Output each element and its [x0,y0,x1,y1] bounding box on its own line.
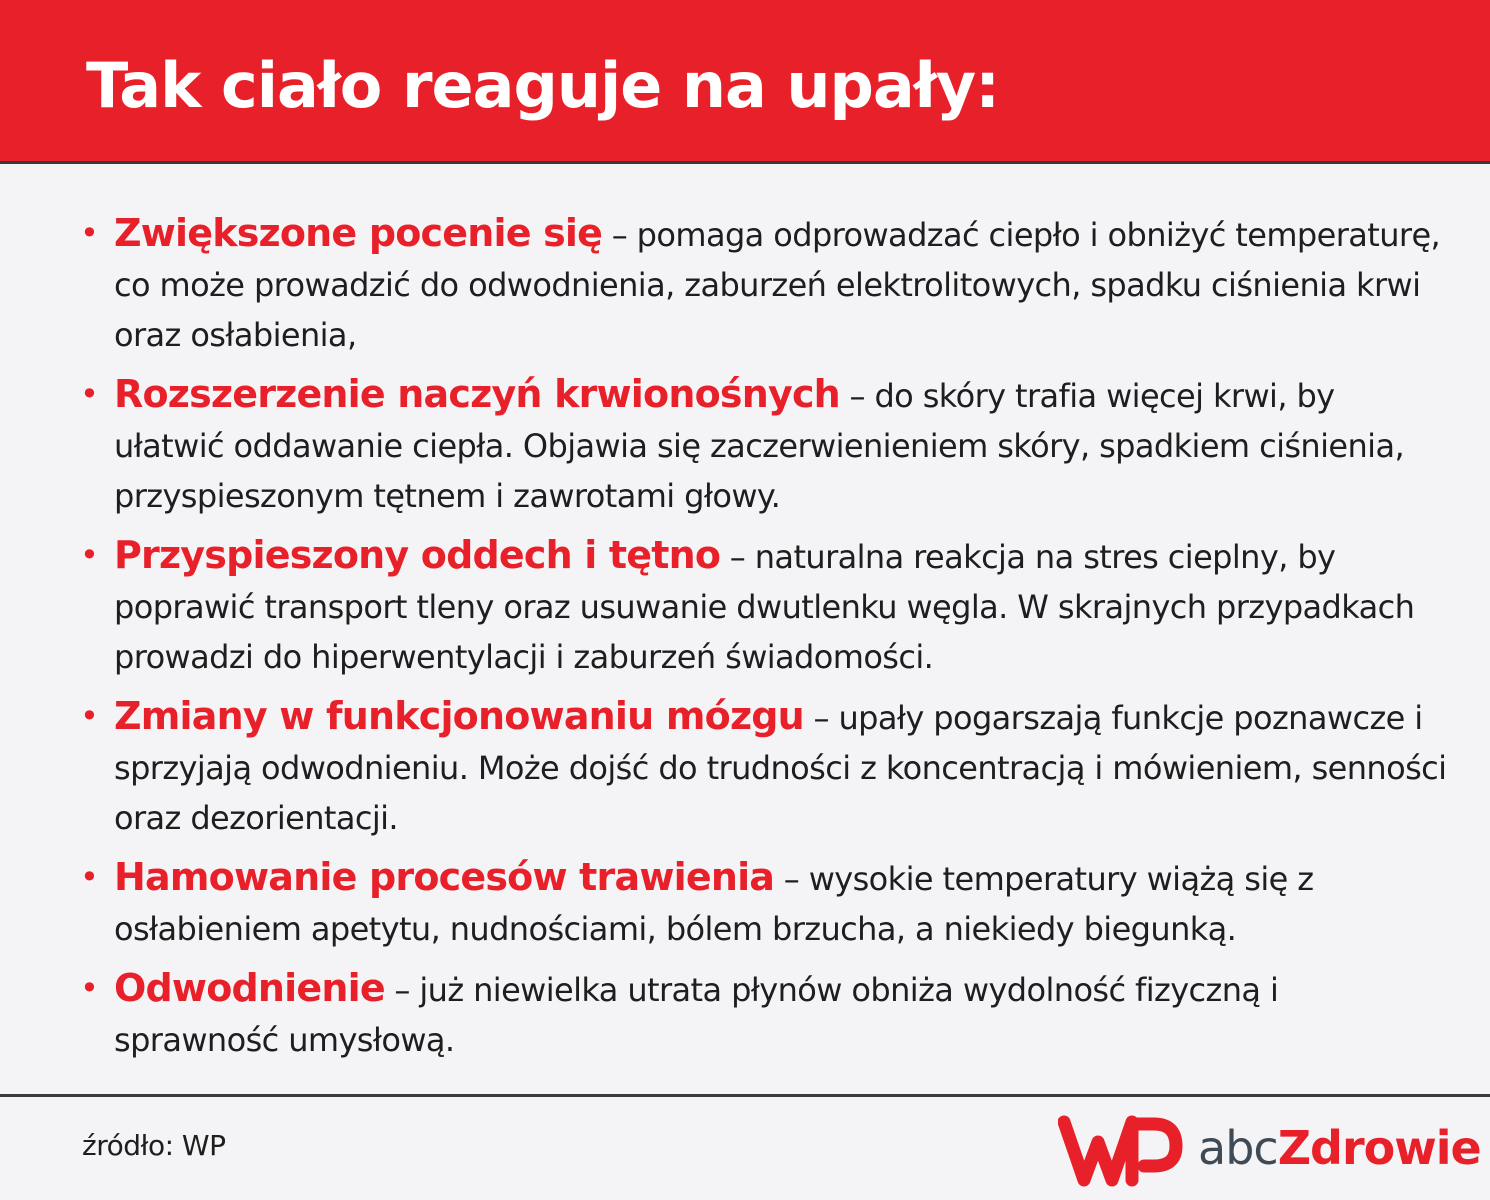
bullet-icon: • [80,375,99,413]
page-title: Tak ciało reaguje na upały: [86,49,999,122]
logo-wordmark [1198,1118,1481,1178]
header-banner [0,0,1490,164]
bullet-icon: • [80,697,99,735]
abczdrowie-logo [1058,1110,1481,1190]
item-heading: Przyspieszony oddech i tętno [114,533,721,577]
item-heading: Hamowanie procesów trawienia [114,855,775,899]
item-text: – upały pogarszają funkcje poznawcze i sprzyjają odwodnieniu. Może dojść do trudności z koncentracją i mówieniem, senności oraz dezorientacji. [114,699,1447,837]
list-item [80,691,1450,843]
item-text: – wysokie temperatury wiążą się z osłabieniem apetytu, nudnościami, bólem brzucha, a niekiedy biegunką. [114,860,1314,948]
item-heading: Zwiększone pocenie się [114,211,603,255]
item-text: – pomaga odprowadzać ciepło i obniżyć temperaturę, co może prowadzić do odwodnienia, zaburzeń elektrolitowych, spadku ciśnienia krwi oraz osłabienia, [114,216,1441,354]
bullet-icon: • [80,536,99,574]
list-item [80,852,1450,954]
logo-zdrowie-text: Zdrowie [1277,1121,1481,1175]
item-heading: Odwodnienie [114,966,385,1010]
bullet-icon: • [80,858,99,896]
bullet-icon: • [80,214,99,252]
footer-divider [0,1094,1490,1097]
bullet-icon: • [80,969,99,1007]
item-heading: Rozszerzenie naczyń krwionośnych [114,372,840,416]
list-item [80,530,1450,682]
item-heading: Zmiany w funkcjonowaniu mózgu [114,694,804,738]
list-item [80,369,1450,521]
list-item [80,963,1450,1065]
list-item [80,208,1450,360]
content-list [80,208,1450,1074]
item-text: – do skóry trafia więcej krwi, by ułatwić oddawanie ciepła. Objawia się zaczerwienieniem skóry, spadkiem ciśnienia, przyspieszonym tętnem i zawrotami głowy. [114,377,1405,515]
item-text: – naturalna reakcja na stres cieplny, by poprawić transport tleny oraz usuwanie dwutlenku węgla. W skrajnych przypadkach prowadzi do hiperwentylacji i zaburzeń świadomości. [114,538,1415,676]
item-text: – już niewielka utrata płynów obniża wydolność fizyczną i sprawność umysłową. [114,971,1279,1059]
logo-abc-text: abc [1198,1121,1278,1175]
source-credit: źródło: WP [82,1129,226,1162]
wp-logo-icon [1058,1112,1184,1188]
